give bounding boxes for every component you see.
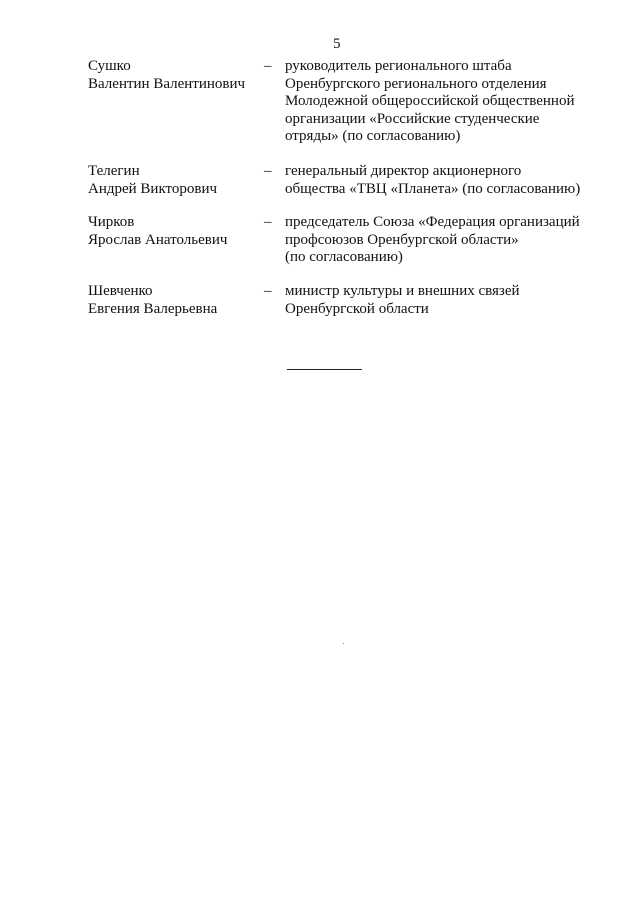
page-number: 5	[333, 36, 341, 52]
member-entry	[88, 58, 608, 148]
member-entry	[88, 283, 608, 319]
position-line: (по согласованию)	[285, 249, 403, 266]
member-entry	[88, 163, 608, 199]
position-line: организации «Российские студенческие	[285, 110, 540, 127]
member-entry	[88, 214, 608, 268]
member-position	[285, 163, 580, 198]
dash-separator: –	[264, 58, 272, 74]
member-name	[88, 58, 258, 93]
member-surname: Чирков	[88, 214, 135, 230]
member-given-names: Андрей Викторович	[88, 180, 218, 197]
dash-separator: –	[264, 283, 272, 299]
end-rule	[287, 369, 362, 370]
member-surname: Телегин	[88, 163, 140, 179]
member-name	[88, 163, 258, 198]
member-given-names: Евгения Валерьевна	[88, 300, 218, 317]
member-position	[285, 283, 520, 318]
position-line: Оренбургской области	[285, 300, 429, 317]
member-name	[88, 283, 258, 318]
scan-speck	[343, 643, 344, 644]
member-given-names: Ярослав Анатольевич	[88, 231, 228, 248]
dash-separator: –	[264, 214, 272, 230]
member-position	[285, 58, 574, 146]
dash-separator: –	[264, 163, 272, 179]
member-position	[285, 214, 580, 267]
member-surname: Сушко	[88, 58, 131, 74]
member-name	[88, 214, 258, 249]
position-line: руководитель регионального штаба	[285, 58, 512, 74]
position-line: председатель Союза «Федерация организаций	[285, 214, 580, 230]
position-line: профсоюзов Оренбургской области»	[285, 231, 519, 248]
position-line: министр культуры и внешних связей	[285, 283, 520, 299]
member-given-names: Валентин Валентинович	[88, 75, 246, 92]
position-line: Оренбургского регионального отделения	[285, 75, 547, 92]
position-line: Молодежной общероссийской общественной	[285, 93, 575, 110]
position-line: генеральный директор акционерного	[285, 163, 522, 179]
member-surname: Шевченко	[88, 283, 153, 299]
position-line: отряды» (по согласованию)	[285, 128, 461, 145]
position-line: общества «ТВЦ «Планета» (по согласованию)	[285, 180, 581, 197]
